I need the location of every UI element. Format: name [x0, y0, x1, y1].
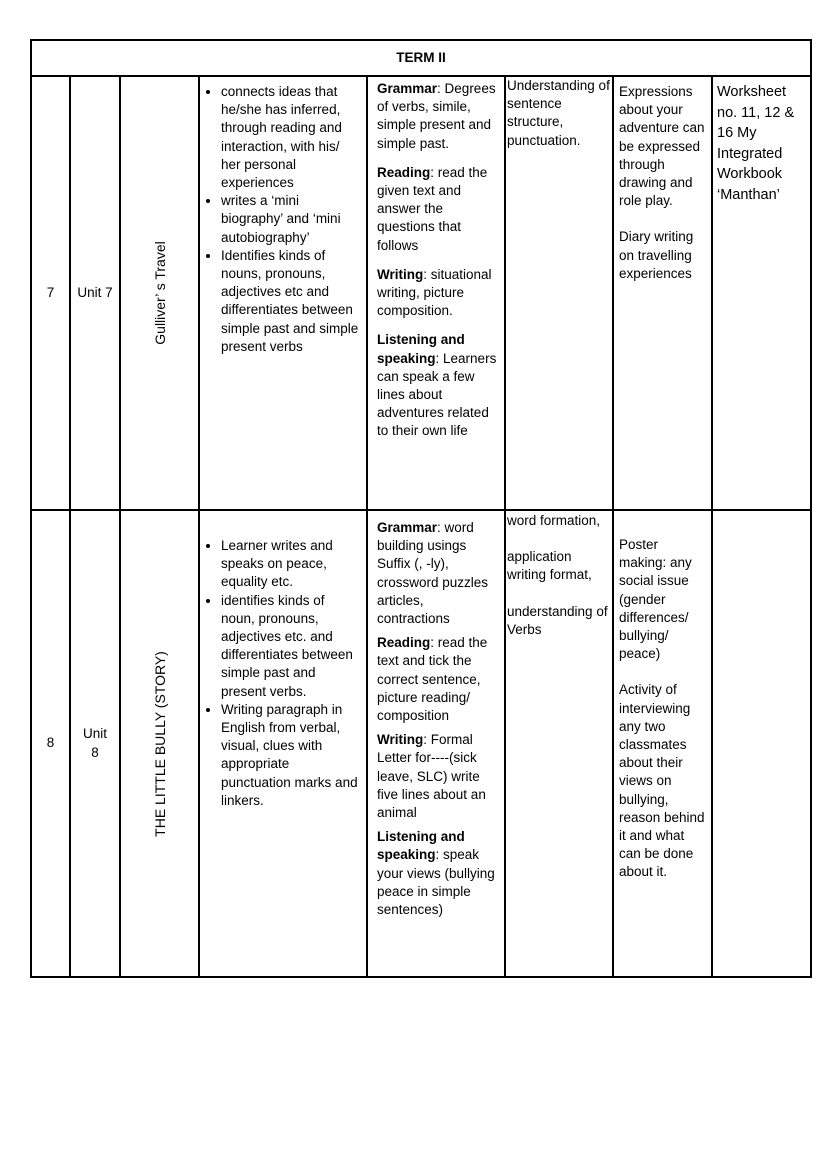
term-header-row: [31, 40, 811, 76]
activity-item: Poster making: any social issue (gender differences/ bullying/ peace): [619, 537, 692, 662]
skill-grammar: Grammar: word building usings Suffix (, -ly), crossword puzzles articles, contractions: [377, 520, 489, 627]
learning-outcomes: [200, 537, 362, 810]
learning-outcomes-cell: [199, 76, 367, 510]
resources-cell: [712, 76, 811, 510]
skill-listening-speaking: Listening and speaking: speak your views (bullying peace in simple sentences): [377, 829, 495, 918]
skill-reading: Reading: read the given text and answer the questions that follows: [377, 164, 488, 253]
learning-outcome: • writes a ‘mini biography’ and ‘mini autobiography’: [221, 192, 362, 247]
learning-outcome: • identifies kinds of noun, pronouns, adjectives etc. and differentiates between simple past and present verbs.: [221, 592, 362, 701]
lesson-title: Gulliver’ s Travel: [151, 241, 168, 345]
skill-listening-speaking: Listening and speaking: Learners can speak a few lines about adventures related to their own life: [377, 332, 497, 439]
row-number: 7: [31, 76, 70, 510]
topic-item: word formation,: [507, 513, 601, 528]
topic-item: Understanding of sentence structure, punctuation.: [507, 78, 610, 148]
learning-outcome: • connects ideas that he/she has inferred, through reading and interaction, with his/ her personal experiences: [221, 83, 362, 192]
skill-writing: Writing: Formal Letter for----(sick leave, SLC) write five lines about an animal: [377, 732, 486, 821]
unit-label: Unit 7: [70, 76, 120, 510]
row-number: 8: [31, 510, 70, 977]
skills-cell: [367, 76, 505, 510]
resources-cell: [712, 510, 811, 977]
activity-item: Diary writing on travelling experiences: [619, 229, 694, 281]
topic-item: application writing format,: [507, 549, 592, 583]
activity-item: Activity of interviewing any two classmates about their views on bullying, reason behind it and what can be done about it.: [619, 682, 705, 880]
learning-outcomes-cell: [199, 510, 367, 977]
lesson-title-cell: [120, 76, 199, 510]
unit-row-8: [31, 510, 811, 977]
activities-cell: [613, 510, 712, 977]
activities-cell: [613, 76, 712, 510]
unit-label: Unit 8: [70, 510, 120, 977]
learning-outcomes: [200, 83, 362, 356]
topic-item: understanding of Verbs: [507, 603, 608, 637]
activity-item: Expressions about your adventure can be expressed through drawing and role play.: [619, 84, 705, 209]
term-heading: TERM II: [31, 40, 811, 76]
topics-cell: [505, 76, 613, 510]
unit-row-7: [31, 76, 811, 510]
syllabus-table: [30, 39, 812, 978]
skill-reading: Reading: read the text and tick the correct sentence, picture reading/ composition: [377, 635, 488, 724]
resources-text: [713, 511, 810, 516]
resources-text: Worksheet no. 11, 12 & 16 My Integrated Workbook ‘Manthan’: [717, 84, 795, 203]
lesson-title: THE LITTLE BULLY (STORY): [151, 650, 168, 837]
lesson-title-cell: [120, 510, 199, 977]
topics-cell: [505, 510, 613, 977]
learning-outcome: • Learner writes and speaks on peace, equality etc.: [221, 537, 362, 592]
learning-outcome: • Identifies kinds of nouns, pronouns, adjectives etc and differentiates between simple past and simple present verbs: [221, 247, 362, 356]
skills-cell: [367, 510, 505, 977]
skill-writing: Writing: situational writing, picture composition.: [377, 266, 492, 319]
skill-grammar: Grammar: Degrees of verbs, simile, simple present and simple past.: [377, 81, 496, 151]
learning-outcome: • Writing paragraph in English from verbal, visual, clues with appropriate punctuation marks and linkers.: [221, 701, 362, 810]
